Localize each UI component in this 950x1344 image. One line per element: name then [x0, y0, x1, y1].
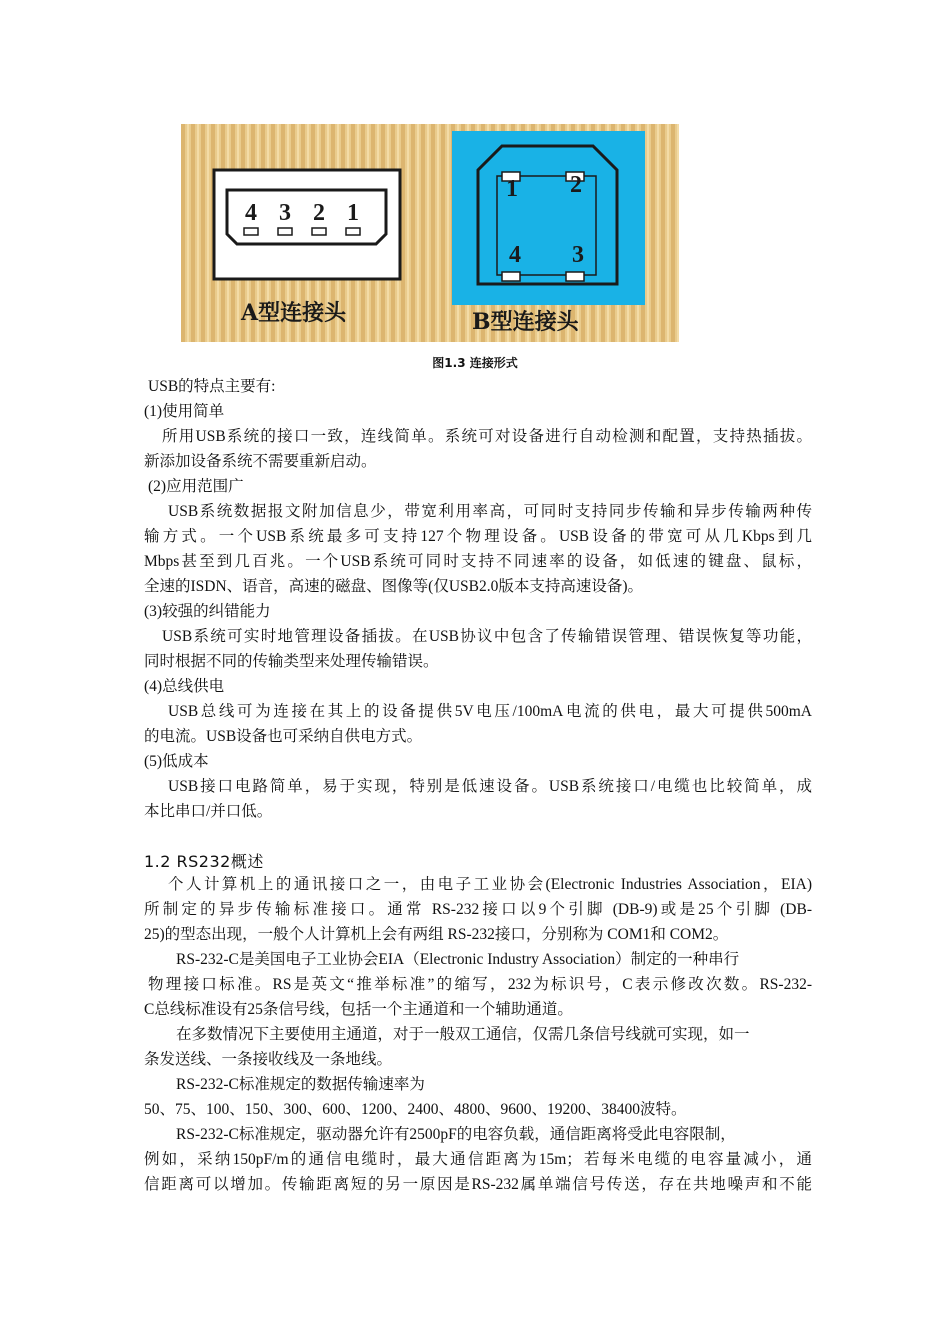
feature-heading: (5)低成本 — [144, 753, 209, 770]
paragraph-line: 同时根据不同的传输类型来处理传输错误。 — [144, 653, 439, 670]
paragraph-line: 条发送线、一条接收线及一条地线。 — [144, 1051, 393, 1068]
paragraph-line: 所制定的异步传输标准接口。通常 RS-232接口以9个引脚 (DB-9)或是25个引脚 (DB- — [144, 901, 812, 918]
paragraph-line: RS-232-C标准规定，驱动器允许有2500pF的电容负载，通信距离将受此电容限制， — [176, 1126, 736, 1143]
connector-figure — [181, 124, 679, 342]
usb-intro: USB的特点主要有: — [148, 378, 276, 395]
figure-caption: 图1.3 连接形式 — [432, 356, 518, 370]
section-title: 1.2 RS232概述 — [144, 852, 264, 871]
paragraph-line: USB接口电路简单，易于实现，特别是低速设备。USB系统接口/电缆也比较简单，成 — [168, 778, 812, 795]
b-pin-label: 3 — [572, 242, 584, 268]
paragraph-line: 新添加设备系统不需要重新启动。 — [144, 453, 377, 470]
paragraph-line: C总线标准设有25条信号线，包括一个主通道和一个辅助通道。 — [144, 1001, 573, 1018]
paragraph-line: 输方式。一个USB系统最多可支持127个物理设备。USB设备的带宽可从几Kbps到几 — [144, 528, 812, 545]
paragraph-line: USB系统数据报文附加信息少，带宽利用率高，可同时支持同步传输和异步传输两种传 — [168, 503, 812, 520]
paragraph-line: 所用USB系统的接口一致，连线简单。系统可对设备进行自动检测和配置，支持热插拔。 — [162, 428, 812, 445]
feature-heading: (2)应用范围广 — [148, 478, 244, 495]
paragraph-line: RS-232-C是美国电子工业协会EIA（Electronic Industry Association）制定的一种串行 — [176, 951, 740, 968]
a-pin-label: 4 — [245, 200, 257, 226]
b-type-label: B型连接头 — [472, 309, 579, 335]
paragraph-line: Mbps甚至到几百兆。一个USB系统可同时支持不同速率的设备，如低速的键盘、鼠标， — [144, 553, 812, 570]
b-pin-label: 4 — [509, 242, 521, 268]
paragraph-line: USB系统可实时地管理设备插拔。在USB协议中包含了传输错误管理、错误恢复等功能， — [162, 628, 812, 645]
paragraph-line: 的电流。USB设备也可采纳自供电方式。 — [144, 728, 423, 745]
rs232-body — [144, 872, 812, 1197]
paragraph-line: 本比串口/并口低。 — [144, 803, 273, 820]
feature-heading: (3)较强的纠错能力 — [144, 603, 271, 620]
paragraph-line: 在多数情况下主要使用主通道，对于一般双工通信，仅需几条信号线就可实现，如一 — [176, 1026, 750, 1043]
paragraph-line: 全速的ISDN、语音，高速的磁盘、图像等(仅USB2.0版本支持高速设备)。 — [144, 578, 644, 595]
paragraph-line: USB总线可为连接在其上的设备提供5V电压/100mA电流的供电，最大可提供500mA — [168, 703, 812, 720]
feature-heading: (1)使用简单 — [144, 403, 225, 420]
paragraph-line: 个人计算机上的通讯接口之一，由电子工业协会(Electronic Industries Association，EIA) — [168, 876, 812, 893]
paragraph-line: 25)的型态出现，一般个人计算机上会有两组 RS-232接口，分别称为 COM1和 COM2。 — [144, 926, 729, 943]
paragraph-line: RS-232-C标准规定的数据传输速率为 — [176, 1076, 425, 1093]
a-pin-label: 3 — [279, 200, 291, 226]
b-pin-label: 1 — [506, 176, 518, 202]
a-type-connector — [214, 170, 400, 279]
paragraph-line: 信距离可以增加。传输距离短的另一原因是RS-232属单端信号传送，存在共地噪声和不能 — [144, 1176, 812, 1193]
paragraph-line: 例如，采纳150pF/m的通信电缆时，最大通信距离为15m；若每米电缆的电容量减小，通 — [144, 1151, 812, 1168]
paragraph-line: 物理接口标准。RS是英文“推举标准”的缩写，232为标识号，C表示修改次数。RS-232- — [148, 976, 812, 993]
paragraph-line: 50、75、100、150、300、600、1200、2400、4800、9600、19200、38400波特。 — [144, 1101, 687, 1118]
b-pin-label: 2 — [570, 172, 582, 198]
a-type-label: A型连接头 — [241, 300, 347, 326]
feature-heading: (4)总线供电 — [144, 678, 225, 695]
usb-features — [144, 374, 812, 824]
a-pin-label: 1 — [347, 200, 359, 226]
a-pin-label: 2 — [313, 200, 325, 226]
